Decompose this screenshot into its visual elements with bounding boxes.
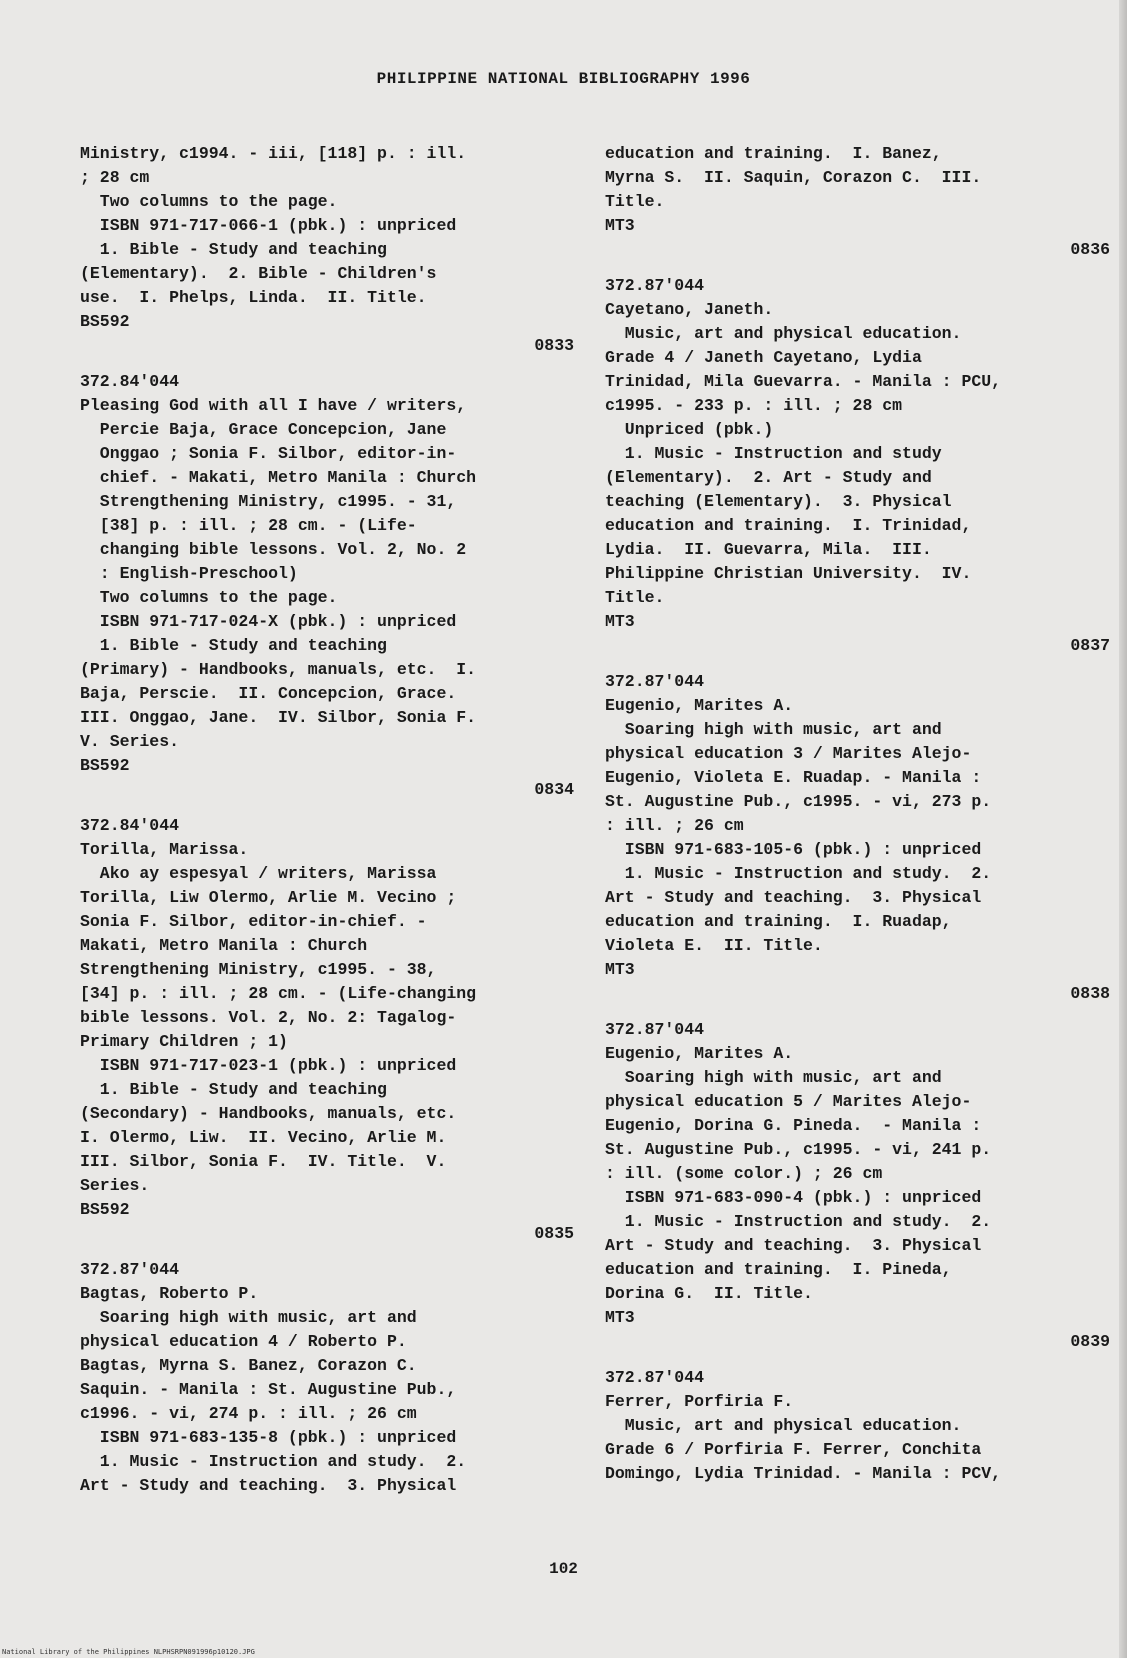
left-text-line: physical education 4 / Roberto P. [80, 1332, 407, 1351]
right-text-line: Domingo, Lydia Trinidad. - Manila : PCV, [605, 1464, 1002, 1483]
left-entry-number: 0835 [534, 1224, 574, 1243]
right-text-line: (Elementary). 2. Art - Study and [605, 468, 932, 487]
right-text-line: c1995. - 233 p. : ill. ; 28 cm [605, 396, 903, 415]
right-entry-gap [605, 1354, 1105, 1366]
right-text-line: Art - Study and teaching. 3. Physical [605, 1236, 982, 1255]
right-text-line: Eugenio, Dorina G. Pineda. - Manila : [605, 1116, 982, 1135]
right-text-line: Lydia. II. Guevarra, Mila. III. [605, 540, 932, 559]
left-text-line: [34] p. : ill. ; 28 cm. - (Life-changing [80, 984, 477, 1003]
left-entry-number: 0834 [534, 780, 574, 799]
right-text-line: Eugenio, Violeta E. Ruadap. - Manila : [605, 768, 982, 787]
right-entry-number: 0839 [1070, 1332, 1110, 1351]
scan-footer: National Library of the Philippines NLPHSRPN091996p10120.JPG [2, 1648, 255, 1656]
left-text-line: BS592 [80, 1200, 130, 1219]
right-entry-gap [605, 262, 1105, 274]
right-text-line: education and training. I. Banez, [605, 144, 942, 163]
right-text-line: Philippine Christian University. IV. [605, 564, 972, 583]
right-text-line: Title. [605, 192, 665, 211]
left-text-line: c1996. - vi, 274 p. : ill. ; 26 cm [80, 1404, 417, 1423]
right-entry-number: 0836 [1070, 240, 1110, 259]
left-text-line: Saquin. - Manila : St. Augustine Pub., [80, 1380, 457, 1399]
right-text-line: MT3 [605, 960, 635, 979]
left-text-line: ISBN 971-683-135-8 (pbk.) : unpriced [80, 1428, 457, 1447]
right-text-line: : ill. ; 26 cm [605, 816, 744, 835]
left-text-line: Bagtas, Roberto P. [80, 1284, 259, 1303]
right-text-line: MT3 [605, 1308, 635, 1327]
left-text-line: Makati, Metro Manila : Church [80, 936, 368, 955]
left-text-line: Torilla, Liw Olermo, Arlie M. Vecino ; [80, 888, 457, 907]
left-entry-gap [80, 802, 580, 814]
right-text-line: ISBN 971-683-105-6 (pbk.) : unpriced [605, 840, 982, 859]
right-text-line: 372.87'044 [605, 1020, 705, 1039]
left-text-line: Torilla, Marissa. [80, 840, 249, 859]
right-text-line: Violeta E. II. Title. [605, 936, 823, 955]
right-text-line: Eugenio, Marites A. [605, 1044, 794, 1063]
right-text-line: 1. Music - Instruction and study. 2. [605, 864, 992, 883]
left-text-line: (Secondary) - Handbooks, manuals, etc. [80, 1104, 457, 1123]
right-entry-number: 0837 [1070, 636, 1110, 655]
left-text-line: Ministry, c1994. - iii, [118] p. : ill. [80, 144, 467, 163]
right-text-line: 1. Music - Instruction and study [605, 444, 942, 463]
right-text-line: ISBN 971-683-090-4 (pbk.) : unpriced [605, 1188, 982, 1207]
left-text-line: 372.84'044 [80, 372, 180, 391]
left-text-line: Strengthening Ministry, c1995. - 38, [80, 960, 437, 979]
left-text-line: changing bible lessons. Vol. 2, No. 2 [80, 540, 467, 559]
right-text-line: physical education 3 / Marites Alejo- [605, 744, 972, 763]
left-text-line: ISBN 971-717-024-X (pbk.) : unpriced [80, 612, 457, 631]
left-text-line: Onggao ; Sonia F. Silbor, editor-in- [80, 444, 457, 463]
left-text-line: Ako ay espesyal / writers, Marissa [80, 864, 437, 883]
left-entry-gap [80, 358, 580, 370]
right-text-line: Music, art and physical education. [605, 1416, 962, 1435]
right-text-line: Title. [605, 588, 665, 607]
right-text-line: St. Augustine Pub., c1995. - vi, 241 p. [605, 1140, 992, 1159]
right-text-line: St. Augustine Pub., c1995. - vi, 273 p. [605, 792, 992, 811]
right-text-line: Ferrer, Porfiria F. [605, 1392, 794, 1411]
right-text-line: Eugenio, Marites A. [605, 696, 794, 715]
right-text-line: education and training. I. Ruadap, [605, 912, 952, 931]
left-text-line: Strengthening Ministry, c1995. - 31, [80, 492, 457, 511]
left-text-line: Soaring high with music, art and [80, 1308, 417, 1327]
left-entry-gap [80, 1246, 580, 1258]
left-text-line: Bagtas, Myrna S. Banez, Corazon C. [80, 1356, 417, 1375]
right-text-line: Grade 6 / Porfiria F. Ferrer, Conchita [605, 1440, 982, 1459]
left-text-line: (Elementary). 2. Bible - Children's [80, 264, 437, 283]
left-text-line: [38] p. : ill. ; 28 cm. - (Life- [80, 516, 417, 535]
left-column [80, 142, 580, 1498]
right-entry-number: 0838 [1070, 984, 1110, 1003]
right-entry-gap [605, 1006, 1105, 1018]
left-text-line: BS592 [80, 312, 130, 331]
right-text-line: Unpriced (pbk.) [605, 420, 774, 439]
left-text-line: Pleasing God with all I have / writers, [80, 396, 467, 415]
right-text-line: Grade 4 / Janeth Cayetano, Lydia [605, 348, 922, 367]
right-text-line: Soaring high with music, art and [605, 720, 942, 739]
left-text-line: Percie Baja, Grace Concepcion, Jane [80, 420, 447, 439]
right-text-line: 372.87'044 [605, 672, 705, 691]
left-text-line: BS592 [80, 756, 130, 775]
page-header: PHILIPPINE NATIONAL BIBLIOGRAPHY 1996 [376, 70, 751, 88]
right-text-line: Myrna S. II. Saquin, Corazon C. III. [605, 168, 982, 187]
right-entry-gap [605, 658, 1105, 670]
left-text-line: 1. Bible - Study and teaching [80, 1080, 387, 1099]
left-text-line: Two columns to the page. [80, 192, 338, 211]
page-number: 102 [549, 1560, 578, 1578]
right-text-line: education and training. I. Trinidad, [605, 516, 972, 535]
left-text-line: Two columns to the page. [80, 588, 338, 607]
left-text-line: ; 28 cm [80, 168, 150, 187]
left-text-line: Primary Children ; 1) [80, 1032, 288, 1051]
left-entry-number: 0833 [534, 336, 574, 355]
left-text-line: III. Onggao, Jane. IV. Silbor, Sonia F. [80, 708, 477, 727]
right-text-line: : ill. (some color.) ; 26 cm [605, 1164, 883, 1183]
page-edge-shadow [1119, 0, 1127, 1658]
left-text-line: bible lessons. Vol. 2, No. 2: Tagalog- [80, 1008, 457, 1027]
left-text-line: ISBN 971-717-023-1 (pbk.) : unpriced [80, 1056, 457, 1075]
right-text-line: MT3 [605, 612, 635, 631]
right-text-line: 1. Music - Instruction and study. 2. [605, 1212, 992, 1231]
right-text-line: Dorina G. II. Title. [605, 1284, 813, 1303]
left-text-line: 1. Bible - Study and teaching [80, 240, 387, 259]
left-text-line: 372.87'044 [80, 1260, 180, 1279]
left-text-line: chief. - Makati, Metro Manila : Church [80, 468, 477, 487]
left-text-line: ISBN 971-717-066-1 (pbk.) : unpriced [80, 216, 457, 235]
left-text-line: 1. Bible - Study and teaching [80, 636, 387, 655]
left-text-line: V. Series. [80, 732, 180, 751]
right-text-line: education and training. I. Pineda, [605, 1260, 952, 1279]
right-text-line: 372.87'044 [605, 276, 705, 295]
right-text-line: Art - Study and teaching. 3. Physical [605, 888, 982, 907]
left-text-line: I. Olermo, Liw. II. Vecino, Arlie M. [80, 1128, 447, 1147]
left-text-line: 372.84'044 [80, 816, 180, 835]
left-text-line: : English-Preschool) [80, 564, 298, 583]
right-text-line: teaching (Elementary). 3. Physical [605, 492, 952, 511]
right-text-line: physical education 5 / Marites Alejo- [605, 1092, 972, 1111]
left-text-line: use. I. Phelps, Linda. II. Title. [80, 288, 427, 307]
left-text-line: (Primary) - Handbooks, manuals, etc. I. [80, 660, 477, 679]
left-text-line: Series. [80, 1176, 150, 1195]
left-text-line: 1. Music - Instruction and study. 2. [80, 1452, 467, 1471]
left-text-line: Art - Study and teaching. 3. Physical [80, 1476, 457, 1495]
left-text-line: III. Silbor, Sonia F. IV. Title. V. [80, 1152, 447, 1171]
left-text-line: Baja, Perscie. II. Concepcion, Grace. [80, 684, 457, 703]
right-text-line: 372.87'044 [605, 1368, 705, 1387]
left-text-line: Sonia F. Silbor, editor-in-chief. - [80, 912, 427, 931]
right-column [605, 142, 1110, 1486]
right-text-line: Soaring high with music, art and [605, 1068, 942, 1087]
right-text-line: MT3 [605, 216, 635, 235]
right-text-line: Trinidad, Mila Guevarra. - Manila : PCU, [605, 372, 1002, 391]
right-text-line: Music, art and physical education. [605, 324, 962, 343]
right-text-line: Cayetano, Janeth. [605, 300, 774, 319]
